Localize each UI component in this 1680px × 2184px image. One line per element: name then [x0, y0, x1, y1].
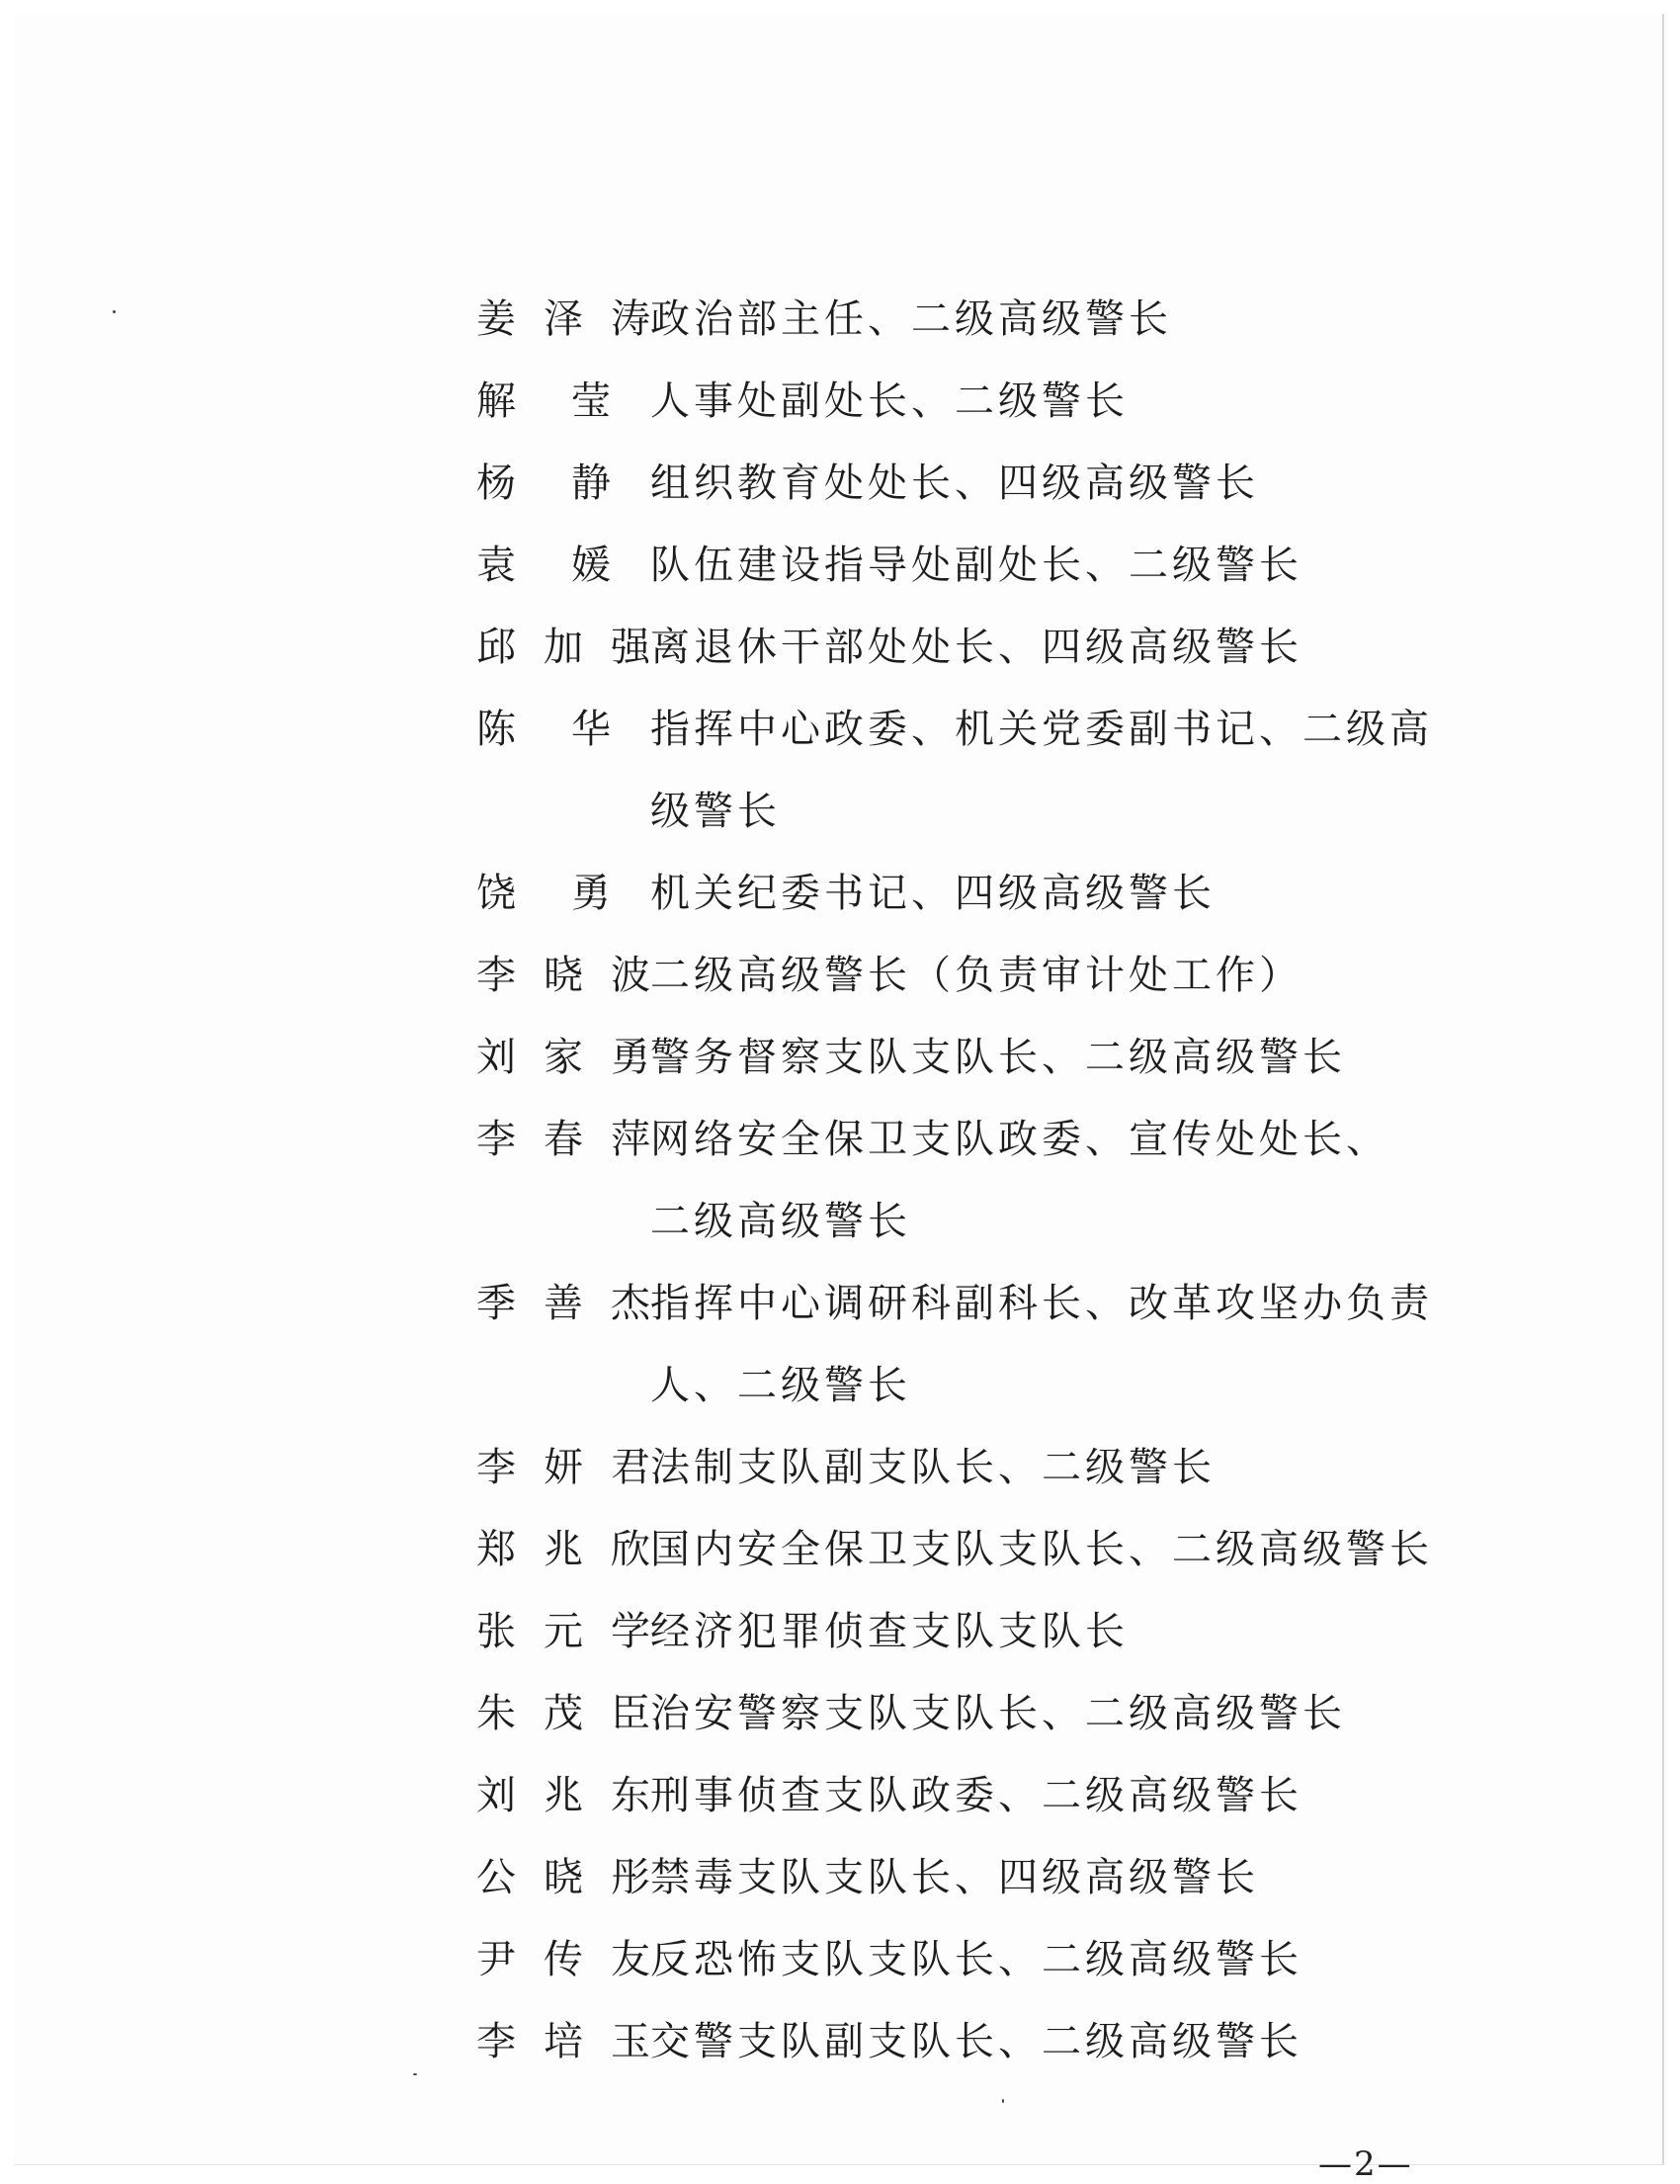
member-name: 公 晓 彤 — [476, 1855, 650, 1900]
member-name: 刘 家 勇 — [476, 1035, 650, 1080]
member-name: 杨 静 — [476, 461, 611, 506]
member-position: 二级高级警长（负责审计处工作） — [650, 953, 1302, 998]
member-position: 警务督察支队支队长、二级高级警长 — [650, 1035, 1346, 1080]
roster-entry — [476, 935, 1465, 1017]
member-position: 指挥中心调研科副科长、改革攻坚办负责 人、二级警长 — [650, 1281, 1433, 1408]
member-name: 李 培 玉 — [476, 2019, 650, 2064]
member-position: 指挥中心政委、机关党委副书记、二级高 级警长 — [650, 707, 1433, 834]
member-name: 李 春 萍 — [476, 1117, 650, 1162]
member-position: 机关纪委书记、四级高级警长 — [650, 871, 1216, 916]
member-position: 政治部主任、二级高级警长 — [650, 296, 1172, 342]
roster-entry — [476, 1509, 1465, 1591]
member-name: 郑 兆 欣 — [476, 1527, 650, 1572]
roster-entry — [476, 525, 1465, 607]
member-name: 解 莹 — [476, 378, 611, 424]
roster-entry — [476, 1837, 1465, 1919]
member-name: 李 妍 君 — [476, 1445, 650, 1490]
roster-entry — [476, 607, 1465, 689]
document-page — [14, 14, 1664, 2184]
roster-entry — [476, 1673, 1465, 1755]
member-name: 姜 泽 涛 — [476, 296, 650, 342]
roster-entry — [476, 1017, 1465, 1099]
roster-entry — [476, 2001, 1465, 2083]
roster-entry — [476, 1263, 1465, 1427]
member-position: 网络安全保卫支队政委、宣传处处长、 二级高级警长 — [650, 1117, 1389, 1244]
member-name: 陈 华 — [476, 707, 611, 752]
roster-entry — [476, 279, 1465, 361]
member-position: 经济犯罪侦查支队支队长 — [650, 1609, 1129, 1654]
scan-speck — [113, 310, 116, 313]
member-position: 队伍建设指导处副处长、二级警长 — [650, 543, 1302, 588]
member-name: 尹 传 友 — [476, 1937, 650, 1982]
roster-entry — [476, 1099, 1465, 1263]
member-name: 李 晓 波 — [476, 953, 650, 998]
page-number: —2— — [1318, 2144, 1413, 2184]
roster-entry — [476, 853, 1465, 935]
member-name: 饶 勇 — [476, 871, 611, 916]
scan-speck — [413, 2073, 417, 2075]
member-roster — [476, 279, 1465, 2083]
member-position: 刑事侦查支队政委、二级高级警长 — [650, 1773, 1302, 1818]
member-name: 刘 兆 东 — [476, 1773, 650, 1818]
roster-entry — [476, 443, 1465, 525]
member-position: 治安警察支队支队长、二级高级警长 — [650, 1691, 1346, 1736]
member-position: 离退休干部处处长、四级高级警长 — [650, 625, 1302, 670]
member-name: 季 善 杰 — [476, 1281, 650, 1326]
member-position: 法制支队副支队长、二级警长 — [650, 1445, 1216, 1490]
member-name: 朱 茂 臣 — [476, 1691, 650, 1736]
member-position: 人事处副处长、二级警长 — [650, 378, 1129, 424]
roster-entry — [476, 1755, 1465, 1837]
roster-entry — [476, 1591, 1465, 1673]
member-name: 张 元 学 — [476, 1609, 650, 1654]
member-name: 邱 加 强 — [476, 625, 650, 670]
member-position: 禁毒支队支队长、四级高级警长 — [650, 1855, 1259, 1900]
member-position: 国内安全保卫支队支队长、二级高级警长 — [650, 1527, 1433, 1572]
member-position: 交警支队副支队长、二级高级警长 — [650, 2019, 1302, 2064]
member-position: 组织教育处处长、四级高级警长 — [650, 461, 1259, 506]
scan-speck — [1002, 2099, 1004, 2103]
roster-entry — [476, 689, 1465, 853]
roster-entry — [476, 361, 1465, 443]
roster-entry — [476, 1427, 1465, 1509]
member-position: 反恐怖支队支队长、二级高级警长 — [650, 1937, 1302, 1982]
roster-entry — [476, 1919, 1465, 2001]
member-name: 袁 媛 — [476, 543, 611, 588]
